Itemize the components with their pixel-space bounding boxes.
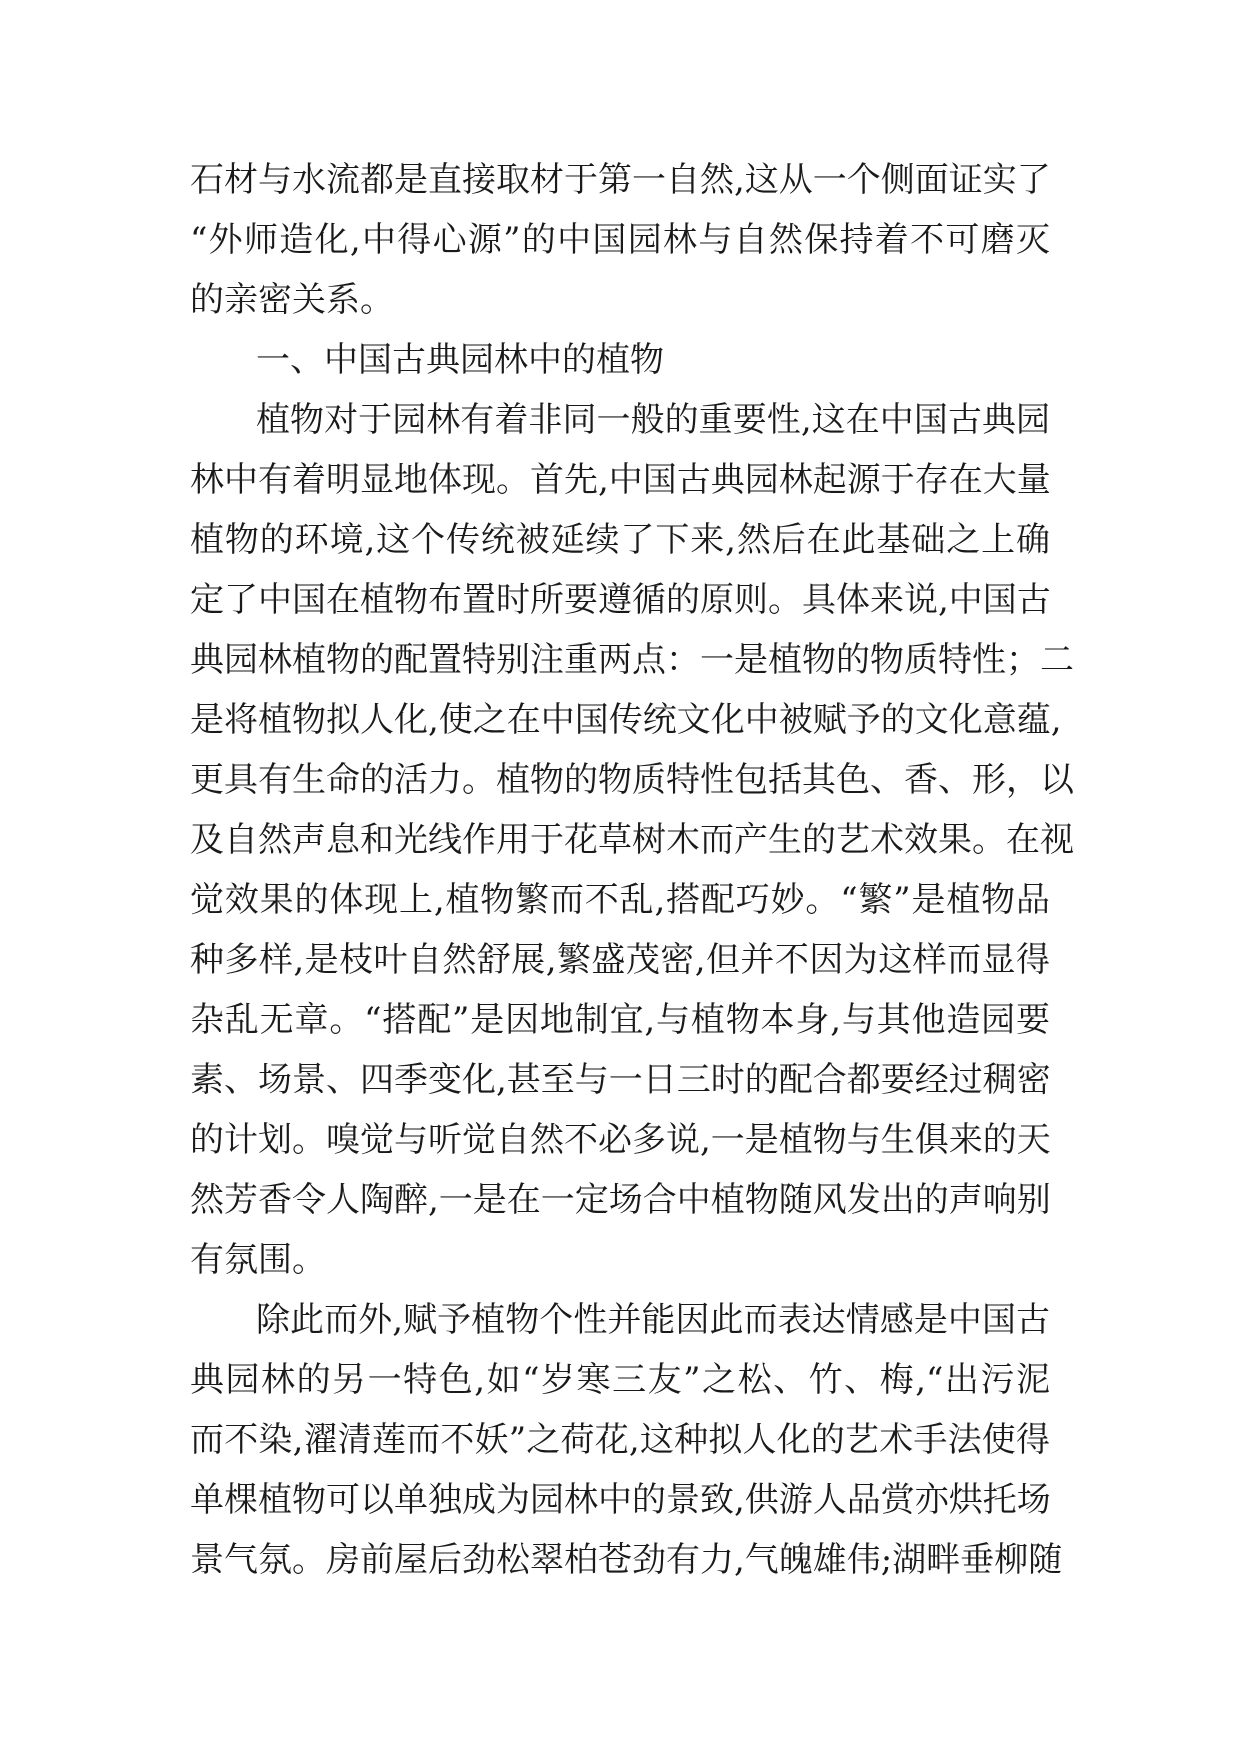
text-line: 而不染,濯清莲而不妖”之荷花,这种拟人化的艺术手法使得 <box>190 1420 1050 1460</box>
text-line: 更具有生命的活力。植物的物质特性包括其色、香、形，以 <box>190 760 1074 800</box>
text-line: 植物对于园林有着非同一般的重要性,这在中国古典园 <box>256 400 1050 440</box>
text-line: 是将植物拟人化,使之在中国传统文化中被赋予的文化意蕴, <box>190 700 1062 740</box>
document-body <box>190 150 1074 1590</box>
text-line: 石材与水流都是直接取材于第一自然,这从一个侧面证实了 <box>190 160 1051 200</box>
text-line: 单棵植物可以单独成为园林中的景致,供游人品赏亦烘托场 <box>190 1480 1051 1520</box>
text-line: “外师造化,中得心源”的中国园林与自然保持着不可磨灭 <box>190 220 1050 260</box>
text-line: 觉效果的体现上,植物繁而不乱,搭配巧妙。“繁”是植物品 <box>190 880 1050 920</box>
text-line: 定了中国在植物布置时所要遵循的原则。具体来说,中国古 <box>190 580 1051 620</box>
text-line: 及自然声息和光线作用于花草树木而产生的艺术效果。在视 <box>190 820 1074 860</box>
text-line: 植物的环境,这个传统被延续了下来,然后在此基础之上确 <box>190 520 1050 560</box>
text-line: 素、场景、四季变化,甚至与一日三时的配合都要经过稠密 <box>190 1060 1051 1100</box>
text-line: 的计划。嗅觉与听觉自然不必多说,一是植物与生俱来的天 <box>190 1120 1051 1160</box>
text-line: 有氛围。 <box>190 1240 326 1280</box>
text-line: 除此而外,赋予植物个性并能因此而表达情感是中国古 <box>256 1300 1050 1340</box>
text-line: 林中有着明显地体现。首先,中国古典园林起源于存在大量 <box>190 460 1051 500</box>
text-line: 景气氛。房前屋后劲松翠柏苍劲有力,气魄雄伟;湖畔垂柳随 <box>190 1540 1063 1580</box>
text-line: 然芳香令人陶醉,一是在一定场合中植物随风发出的声响别 <box>190 1180 1051 1220</box>
text-line: 典园林的另一特色,如“岁寒三友”之松、竹、梅,“出污泥 <box>190 1360 1050 1400</box>
text-line: 种多样,是枝叶自然舒展,繁盛茂密,但并不因为这样而显得 <box>190 940 1050 980</box>
text-line: 典园林植物的配置特别注重两点：一是植物的物质特性；二 <box>190 640 1074 680</box>
text-line: 杂乱无章。“搭配”是因地制宜,与植物本身,与其他造园要 <box>190 1000 1050 1040</box>
section-heading: 一、中国古典园林中的植物 <box>256 340 664 380</box>
text-line: 的亲密关系。 <box>190 280 394 320</box>
